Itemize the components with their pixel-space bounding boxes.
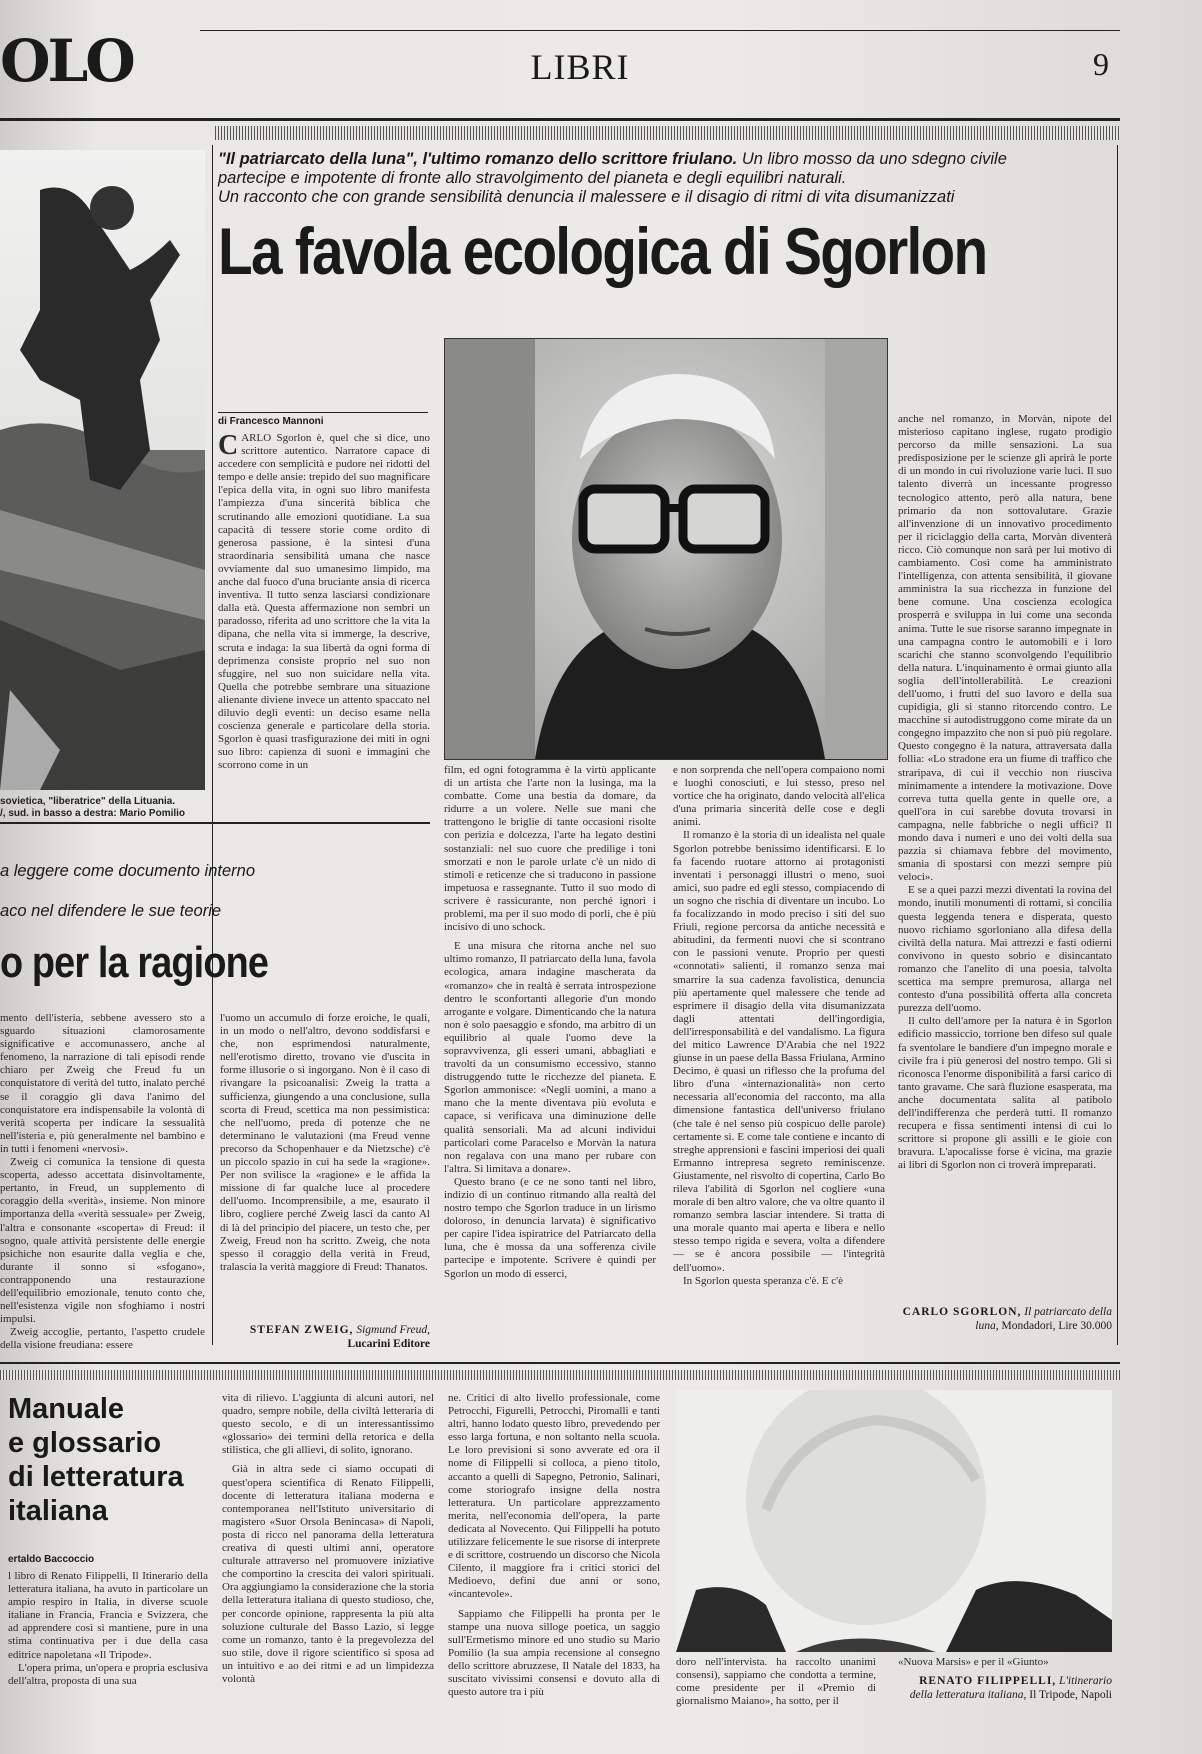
masthead-logo: OLO — [0, 27, 133, 95]
statue-image — [0, 150, 205, 790]
lead-column-3 — [673, 764, 885, 1349]
lead-col4-paragraph-1: anche nel romanzo, in Morvàn, nipote del misterioso capitano inglese, rugato prodigio percorso da mille sensazioni. La sua predisposizione per le scienze gli aprirà le porte di un mondo in cui rivoluzione varie luci. Il suo talento diverrà un incessante progresso tecnologico attento, però alla natura, bene primario da non sottovalutare. Grazie all'invenzione di un innovativo procedimento per il riciclaggio della carta, Morvàn diventerà ricco. Ciò comunque non sarà per lui motivo di cambiamento. Così come ha amministrato l'intelligenza, con attenta sensibilità, il giovane amministra la sua ricchezza in funzione del bene comune. Una coscienza ecologica prosperrà e sviluppa in lui come una seconda anima. Tutte le sue risorse saranno impegnate in una campagna contro le automobili e i loro scarichi che stanno sconvolgendo l'equilibrio della natura. L'inquinamento è ormai giunto alla soglia dell'intollerabilità. Le creazioni dell'uomo, i frutti del suo lavoro e della sua cupidigia, gli si stanno ritorcendo contro. Le macchine si autodistruggono come mirate da un congegno impazzito che non si può più regolare. Questo congegno è la natura, attraversata dalla follia: «Lo stradone era un fiume di traffico che straripava, di cui il vecchio non riusciva minimamente a intendere la motivazione. Dove correva tutta quella gente in quelle ore, a quell'ora in cui sarebbe dovuta trovarsi in campagna, nelle fabbriche o negli uffici? Il mondo dava i numeri e uno dei volti della sua pazzia si chiamava febbre del movimento, smania di spostarsi con mezzi sempre più veloci». — [898, 413, 1112, 884]
lead-credit-rest: Mondadori, Lire 30.000 — [998, 1320, 1112, 1332]
bottom-col2-paragraph-2: Già in altra sede ci siamo occupati di quest'opera scientifica di Renato Filippelli, docente di letteratura italiana moderna e contemporanea nell'Istituto universitario di magistero «Suor Orsola Benincasa» di Napoli, posta di ricco nel panorama della letteratura creativa di questi ultimi anni, operatore culturale attraverso nel promuovere iniziative che comportino la crescita dei valori spirituali. Ora aggiungiamo la considerazione che la storia della letteratura italiana di questo studioso, che, per concorde opinione, rappresenta la più alta soluzione culturale del Basso Lazio, si legge come un romanzo, tanto è la pregevolezza del suo stile, dove il rigore scientifico si sposa ad un intuitivo e ao dei ritmi e ad un limpidezza volontà — [222, 1463, 434, 1685]
lead-dek-line-3: Un racconto che con grande sensibilità denuncia il malessere e il disagio di ritmi di vita disumanizzati — [218, 188, 955, 206]
left-book-credit — [220, 1323, 430, 1351]
left-credit-title: Sigmund Freud, — [356, 1324, 430, 1336]
lead-col4-paragraph-2: E se a quei pazzi mezzi diventati la rovina del mondo, inutili monumenti di rottami, si concilia questa leggenda tenera e disperata, questo nuovo richiamo sgorloniano alla difesa della civiltà della natura. Mai attrezzi e fasti odierni convivono in questo sobrio e disincantato romanzo che l'anelito di una poesia, talvolta scettica ma sempre premurosa, allarga nel contesto d'una possibilità offerta alla concreta purezza dell'uomo. — [898, 884, 1112, 1015]
left-col1-paragraph-2: Zweig ci comunica la tensione di questa scoperta, adesso accettata disinvoltamente, pertanto, in Freud, un supplemento di coraggio della «verità», insieme. Non minore importanza della «verità sessuale» per Zweig, l'altra e consonante «scoperta» di Freud: il sogno, quale attività persistente delle energie psichiche non esaurite dalla veglia e che, durante il sonno si «sfogano», contrapponendo una restaurazione dell'equilibrio emozionale, tenuto conto che, nell'esistenza vigile non sfoghiamo i nostri impulsi. — [0, 1156, 205, 1326]
lead-credit-author: CARLO SGORLON, — [902, 1306, 1022, 1318]
bottom-article-top-rule — [0, 1362, 1120, 1364]
lead-col3-paragraph-1: e non sorprenda che nell'opera compaiono nomi e luoghi conosciuti, e lui stesso, preso nel vortice che ha originato, dando velocità all'elica d'una primaria sincerità delle cose e degli animi. — [673, 764, 885, 829]
bottom-col1-paragraph-2: L'opera prima, un'opera e propria esclusiva dell'altra, proposta di una sua — [8, 1661, 208, 1687]
lead-col2-paragraph-2: E una misura che ritorna anche nel suo ultimo romanzo, Il patriarcato della luna, favola ecologica, amara indagine mascherata da «romanzo» che in realtà è serrata introspezione dentro le sconfortanti allegorie d'un mondo arrogante e volgare. Dimenticando che la natura non è solo paesaggio e sfondo, ma arbitro di un equilibrio al quale l'uomo deve la sopravvivenza, gli esseri umani, abbagliati e travolti da un consumismo eccessivo, stanno distruggendo tutte le ricchezze del pianeta. E Sgorlon ammonisce: «Negli uomini, a mano a mano che la mente diventava più evoluta e capace, si verificava una diminuzione delle qualità sensoriali. Ma ad alcuni individui particolari come Paracelso e Morvàn la natura non regalava con una mano per rubare con l'altra. Si limitava a donare». — [444, 940, 656, 1175]
bottom-credit-title: L'itinerario della letteratura italiana, — [909, 1675, 1112, 1701]
bottom-column-4 — [676, 1656, 876, 1754]
left-credit-author: STEFAN ZWEIG, — [249, 1324, 354, 1336]
left-col2-paragraph-1: l'uomo un accumulo di forze eroiche, le quali, in un modo o nell'altro, devono soddisfarsi e che, non esprimendosi naturalmente, nell'erotismo diretto, trovano vie d'uscita in forme illusorie o si ingorgano. Non è il caso di rivangare la psicoanalisi: Zweig la tratta a sufficienza, giungendo a una conclusione, sulla scorta di Freud, scettica ma non pessimistica: che nell'uomo, preda di potenze che ne determinano le valutazioni (ma Freud venne precorso da Schopenhauer e da Nietzsche) c'è un piccolo spazio in cui ha sede la «ragione». Per non svilisce la «ragione» e le affida la missione di far qualche luce al procedere dell'uomo. Incomprensibile, a me, esaurato il libro, cogliere perché Zweig lasci da canto Al di là del principio del piacere, un testo che, per Zweig, Freud non ha scritto. Zweig, che nota spesso il coraggio della verità in Freud, tralascia la verità maggiore di Freud: Thanatos. — [220, 1012, 430, 1273]
left-article-top-rule — [0, 822, 430, 824]
bottom-col3-paragraph-2: Sappiamo che Filippelli ha pronta per le stampe una nuova silloge poetica, un saggio sull'Ermetismo minore ed uno studio su Mario Pomilio (la sua ampia recensione al consegno dello scrittore abruzzese, Il Natale del 1833, ha suscitato vivissimi consensi e dovuto alla di questo autore tra i più — [448, 1607, 660, 1699]
lead-byline: di Francesco Mannoni — [218, 416, 324, 427]
left-credit-rest: Lucarini Editore — [347, 1338, 430, 1350]
bottom-col1-paragraph-1: l libro di Renato Filippelli, Il Itinerario della letteratura italiana, ha avuto in particolare un ampio respiro in Italia, in diverse scuole italiane in Francia, Francia e Svizzera, che ad apprendere così si mantiene, pure in una stima continuativa per i due della casa editrice napoletana «Il Tripode». — [8, 1570, 208, 1661]
lead-col4-paragraph-3: Il culto dell'amore per la natura è in Sgorlon edificio massiccio, torrione ben difeso sul quale fa sventolare le bandiere d'un impegno morale e civile fra i più generosi del nostro tempo. Gli si riconosca l'enorme disponibilità a farsi carico di tanto gravame. Che sarà fluzione esasperata, ma anche documentata salita al patibolo dell'indifferenza che perderà tutti. Il romanzo recupera e fissa sentimenti intensi di cui lo scrittore si propone gli assilli e le gioie con bravura. L'apocalisse forse è vicina, ma grazie ai libri di Sgorlon non ci troverà impreparati. — [898, 1015, 1112, 1172]
filippelli-portrait — [676, 1390, 1112, 1652]
page-number: 9 — [1093, 46, 1109, 82]
bottom-photo-text-left: doro nell'intervista. ha raccolto unanimi consensi), sappiamo che condotta a termine, come presidente per il «Premio di giornalismo Maiano», ha sotto, per il — [676, 1656, 876, 1708]
lead-dek — [218, 150, 1118, 207]
lead-dek-line-2: partecipe e impotente di fronte allo stravolgimento del pianeta e degli equilibri naturali. — [218, 169, 847, 187]
left-photo-caption-line-2: /, sud. in basso a destra: Mario Pomilio — [0, 808, 186, 819]
bottom-col2-paragraph-1: vita di rilievo. L'aggiunta di alcuni autori, nel quadro, sempre nobile, della civiltà letteraria di questo secolo, e di un interessantissimo «glossario» dei termini della retorica e della stilistica, che gli allievi, di solito, ignorano. — [222, 1392, 434, 1457]
right-column-rule — [1117, 145, 1118, 1345]
section-title: LIBRI — [530, 47, 630, 87]
bottom-column-2 — [222, 1392, 434, 1754]
lead-photo-sgorlon — [444, 338, 888, 760]
section-hatch-bar — [215, 126, 1120, 140]
bottom-credit-rest: Il Tripode, Napoli — [1026, 1689, 1112, 1701]
lead-dropcap: C — [218, 432, 239, 461]
left-column-1 — [0, 1012, 205, 1352]
bottom-headline-line-3: di letteratura — [8, 1461, 184, 1493]
bottom-headline — [8, 1392, 208, 1528]
left-kicker-1: a leggere come documento interno — [0, 862, 255, 880]
byline-rule — [218, 412, 428, 413]
bottom-book-credit — [898, 1674, 1112, 1702]
lead-book-credit — [900, 1305, 1112, 1333]
bottom-headline-line-4: italiana — [8, 1495, 108, 1527]
bottom-col3-paragraph-1: ne. Critici di alto livello professionale, come Petrocchi, Figurelli, Petrocchi, Piromalli e tanti altri, hanno lodato questo libro, prevedendo per esso larga fortuna, e non soltanto nella scuola. Le loro previsioni si sono avverate ed ora il nome di Filippelli si colloca, a pieno titolo, accanto a quelli di Sapegno, Petronio, Salinari, come storiografo insigne della nostra letteratura. Un particolare apprezzamento merita, nell'economia dell'opera, la parte dedicata al Novecento. Qui Filippelli ha potuto utilizzare felicemente le sue risorse di interprete e di scrittore, costruendo un discorso che Nicola Cilento, il maggiore fra i critici storici del Medioevo, definì due anni or sono, «incantevole». — [448, 1392, 660, 1601]
bottom-hatch-bar — [0, 1370, 1120, 1380]
bottom-credit-author: RENATO FILIPPELLI, — [919, 1675, 1057, 1687]
bottom-column-5 — [898, 1656, 1112, 1670]
left-col1-paragraph-1: mento dell'isteria, sebbene avessero sto a sguardo situazioni clamorosamente significative e accomunassero, anche al fenomeno, la narrazione di tali episodi rende chiaro per Zweig che Freud fu un conquistatore di verità del tutto, inalato perché se il coraggio gli dava l'animo del conquistatore era indispensabile la volontà di verità scoperta per indicare la sessualità nell'isteria e, più generalmente nel bambino e in tutti i fenomeni «nervosi». — [0, 1012, 205, 1155]
left-photo-caption-line-1: sovietica, "liberatrice" della Lituania. — [0, 796, 176, 807]
lead-col3-paragraph-3: In Sgorlon questa speranza c'è. E c'è — [683, 1274, 844, 1287]
left-col1-paragraph-3: Zweig accoglie, pertanto, l'aspetto crudele della visione freudiana: essere — [0, 1326, 205, 1352]
sgorlon-portrait — [445, 339, 887, 759]
bottom-headline-line-1: Manuale — [8, 1393, 125, 1425]
bottom-photo-text-right: «Nuova Marsis» e per il «Giunto» — [898, 1656, 1049, 1668]
lead-dek-rest: Un libro mosso da uno sdegno civile — [737, 150, 1007, 168]
bottom-column-1 — [8, 1570, 208, 1754]
lead-col2-paragraph-1: film, ed ogni fotogramma è la virtù applicante di un artista che l'arte non la lusinga, ma la combatte. Come una bestia da domare, da ridurre a un volere. Nelle sue mani che trattengono le briglie di tante occasioni risolte con perizia e dolcezza, l'arte ha legato destini sostanziali: nel suo cuore che predilige i toni smorzati e non le parole urlate c'è un nido di stimoli e reticenze che si traducono in passione impetuosa e rassegnante. Tutto il suo modo di scrivere è rassicurante, non perché ignori i problemi, ma per il suo modo di porli, che è più incisivo di uno schock. — [444, 764, 656, 934]
left-photo-statue — [0, 150, 205, 790]
left-column-rule — [212, 145, 213, 1345]
left-kicker-2: aco nel difendere le sue teorie — [0, 902, 222, 920]
left-headline: o per la ragione — [0, 938, 269, 987]
lead-col3-paragraph-2: Il romanzo è la storia di un idealista nel quale Sgorlon potrebbe benissimo identificarsi. E lo fa facendo ruotare attorno ai protagonisti inventati i personaggi illustri o meno, suoi amici, suo padre ed egli stesso, compiacendo di un sogno che rischia di diventare un incubo. Lo fa focalizzando in modo preciso i siti del suo Friuli, regione percorsa da antiche necessità e abitudini, da fermenti nuovi che si scontrano con le passioni venute. Proprio per questi «connotati» salienti, il romanzo senza mai smarrire la sua cadenza favolistica, denuncia più apertamente quel malessere che tende ad esprimere il disagio della vita disumanizzata dagli attentati dell'ingordigia, dell'irresponsabilità e del vandalismo. La figura del mitico Lawrence D'Arabia che nel 1922 giunse in un paese della Bassa Friulana, Armino Decimo, è quasi un riflesso che la profuma del libro d'una «internazionalità» non certo necessaria all'economia del racconto, ma alla dimensione fantastica dell'universo friulano (che tale è nel senso più cospicuo delle parole) certamente sì. E come tale contiene e incanto di streghe apprensioni e fascini imperiosi dei quali Ermanno intrepresa segreto reminiscenze. Giustamente, nel risvolto di copertina, Carlo Bo rileva l'abilità di Sgorlon nel cogliere «una morale di ben altro valore, che va oltre quanto il romanzo sembra lasciar intendere. Si tratta di una morale quanto mai aperta e libera e nello stesso tempo rigida e severa, volta a difendere — se è ancora possibile — l'integrità dell'uomo». — [673, 829, 885, 1274]
left-column-2 — [220, 1012, 430, 1317]
lead-col1-text: ARLO Sgorlon è, quel che si dice, uno scrittore autentico. Narratore capace di accedere con semplicità e pudore nei ridotti del tempo e delle ansie: trepido del suo magnificare l'epica della vita, in ogni suo libro manifesta l'ampiezza d'una sincerità biblica che scrutinando alle emozioni quotidiane. La sua capacità di tessere storie come ordito di generosa passione, è la sintesi d'una straordinaria sensibilità umana che nasce ovviamente dal suo umanesimo limpido, ma anche dal fuoco d'una bruciante ansia di ricerca inventiva. Il tutto senza lasciarsi condizionare dalla età. Questa affermazione non sembri un paradosso, riferita ad uno scrittore che la vita la dipana, che nella vita si immerge, la descrive, scruta e indaga: la sua libertà da ogni forma di deprimenza consiste proprio nel suo non sfuggire, nel suo non suicidare nella vita. Quella che potrebbe sembrare una situazione alienante diviene invece un attento spaccato nel diluvio degli eventi: un deciso esame nella coscienza generale e particolare della storia. Sgorlon è quasi trasfigurazione dei miti in ogni suo libro: capienza di suoni e immagini che scorrono come in un — [218, 432, 430, 772]
lead-headline: La favola ecologica di Sgorlon — [218, 214, 987, 288]
bottom-photo-filippelli — [676, 1390, 1112, 1652]
bottom-byline: ertaldo Baccoccio — [8, 1554, 95, 1565]
lead-dek-bold: "Il patriarcato della luna", l'ultimo romanzo dello scrittore friulano. — [218, 150, 738, 168]
left-photo-caption — [0, 796, 205, 820]
lead-col2-paragraph-3: Questo brano (e ce ne sono tanti nel libro, indizio di un continuo ritmando alla realtà del nostro tempo che Sgorlon traduce in un lirismo doloroso, in denuncia larvata) è significativo per capire l'idea ispiratrice del Patriarcato della luna, che è mossa da una sofferenza civile partecipe e impotente. Scrivere è quindi per Sgorlon un modo di esserci, — [444, 1175, 656, 1280]
bottom-column-3 — [448, 1392, 660, 1754]
lead-column-2 — [444, 764, 656, 1349]
lead-column-4 — [898, 413, 1112, 1268]
top-rule — [200, 30, 1120, 31]
masthead-rule — [0, 118, 1120, 121]
bottom-headline-line-2: e glossario — [8, 1427, 162, 1459]
lead-column-1 — [218, 432, 430, 817]
lead-credit-title: Il patriarcato della luna, — [975, 1306, 1112, 1332]
